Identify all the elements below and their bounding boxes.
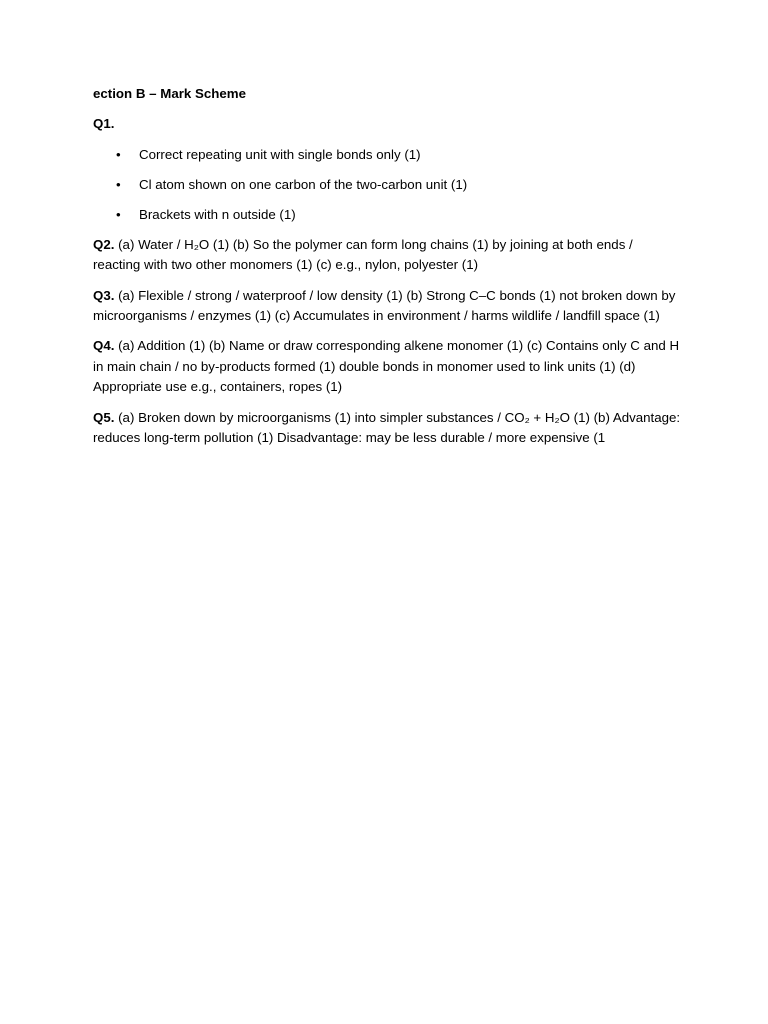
bullet-icon: • xyxy=(116,146,121,162)
q1-bullet-item xyxy=(93,205,681,225)
q1-label: Q1. xyxy=(93,116,115,132)
q2-answer xyxy=(93,235,681,276)
q1-bullet-list xyxy=(93,145,681,225)
q2-text: (a) Water / H₂O (1) (b) So the polymer can form long chains (1) by joining at both ends / reacting with two other monomers (1) (c) e.g., nylon, polyester (1) xyxy=(93,236,633,273)
q3-label: Q3. xyxy=(93,287,115,303)
q1-bullet-item xyxy=(93,145,681,165)
q1-bullet-item xyxy=(93,175,681,195)
q5-answer xyxy=(93,408,681,449)
section-heading: ection B – Mark Scheme xyxy=(93,86,246,101)
q5-label: Q5. xyxy=(93,409,115,425)
q1-bullet-text: Correct repeating unit with single bonds only (1) xyxy=(139,146,421,162)
q3-answer xyxy=(93,286,681,327)
q5-text: (a) Broken down by microorganisms (1) into simpler substances / CO₂ + H₂O (1) (b) Advantage: reduces long-term pollution (1) Disadvantage: may be less durable / more expensive (1 xyxy=(93,409,681,446)
bullet-icon: • xyxy=(116,176,121,192)
q2-label: Q2. xyxy=(93,236,115,252)
q4-text: (a) Addition (1) (b) Name or draw corresponding alkene monomer (1) (c) Contains only C and H in main chain / no by-products formed (1) double bonds in monomer used to link units (1) (d) Appropriate use e.g., containers, ropes (1) xyxy=(93,338,680,395)
q4-label: Q4. xyxy=(93,338,115,354)
document-page xyxy=(93,84,681,458)
q3-text: (a) Flexible / strong / waterproof / low density (1) (b) Strong C–C bonds (1) not broken down by microorganisms / enzymes (1) (c) Accumulates in environment / harms wildlife / landfill space (1) xyxy=(93,287,676,324)
q4-answer xyxy=(93,336,681,397)
q1-bullet-text: Cl atom shown on one carbon of the two-carbon unit (1) xyxy=(139,176,468,192)
q1-bullet-text: Brackets with n outside (1) xyxy=(139,206,296,222)
bullet-icon: • xyxy=(116,206,121,222)
